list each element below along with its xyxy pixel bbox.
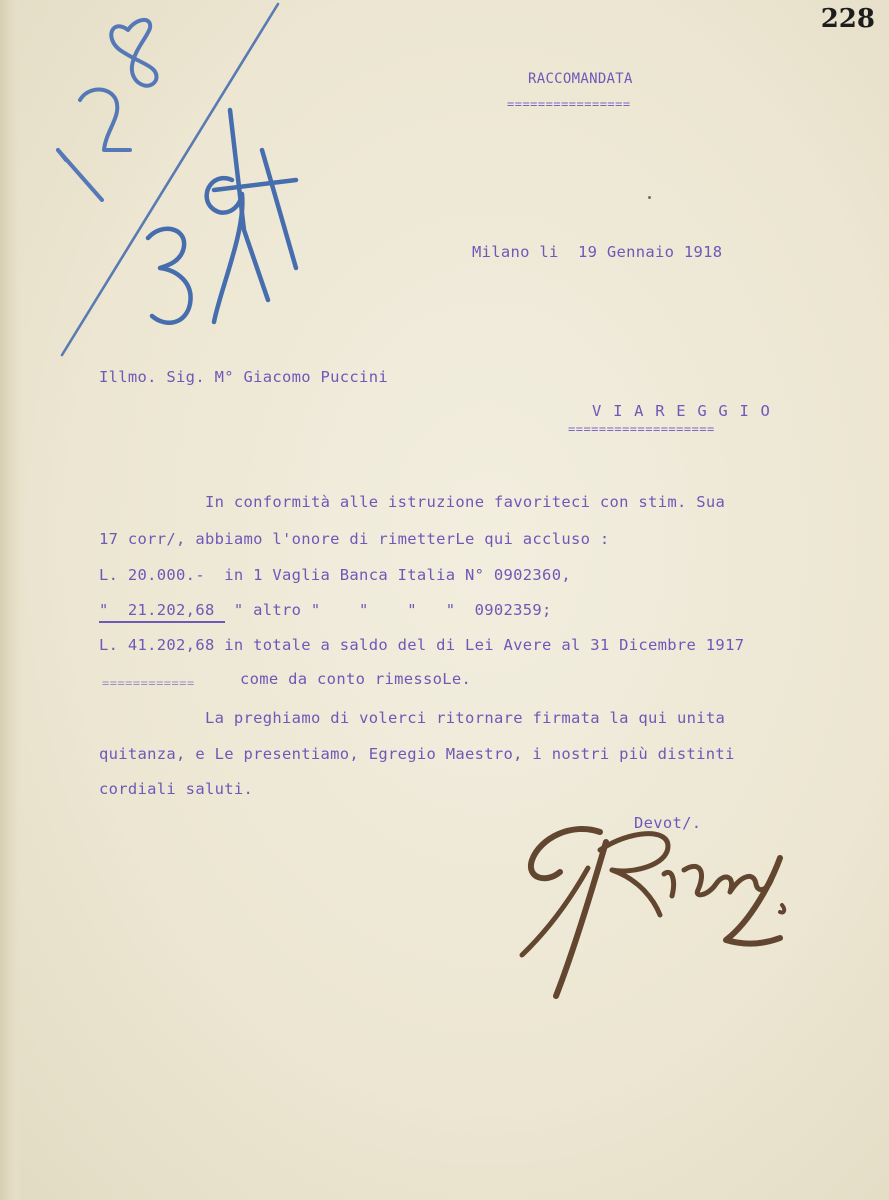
closing: Devot/.	[634, 814, 702, 832]
city: V I A R E G G I O	[592, 402, 772, 420]
heading-rule: ================	[507, 97, 631, 111]
ink-speck	[648, 196, 651, 199]
city-rule: ===================	[568, 422, 715, 436]
body-line-9: cordiali saluti.	[99, 780, 254, 798]
body-line-4: " 21.202,68 " altro " " " " 0902359;	[99, 601, 552, 619]
heading: RACCOMANDATA	[528, 71, 633, 87]
body-line-8: quitanza, e Le presentiamo, Egregio Maestro, i nostri più distinti	[99, 745, 735, 763]
body-line-3: L. 20.000.- in 1 Vaglia Banca Italia N° 0902360,	[99, 566, 571, 584]
body-line-1: In conformità alle istruzione favoriteci con stim. Sua	[205, 493, 726, 511]
body-line-7: La preghiamo di volerci ritornare firmata la qui unita	[205, 709, 726, 727]
addressee: Illmo. Sig. M° Giacomo Puccini	[99, 368, 388, 386]
body-line-6: come da conto rimessoLe.	[240, 670, 472, 688]
body-line-2: 17 corr/, abbiamo l'onore di rimetterLe qui accluso :	[99, 530, 610, 548]
date-line: Milano li 19 Gennaio 1918	[472, 243, 723, 261]
body-line-5: L. 41.202,68 in totale a saldo del di Lei Avere al 31 Dicembre 1917	[99, 636, 745, 654]
folio-number: 228	[820, 4, 875, 34]
body-line-6-rule: ============	[102, 676, 195, 690]
